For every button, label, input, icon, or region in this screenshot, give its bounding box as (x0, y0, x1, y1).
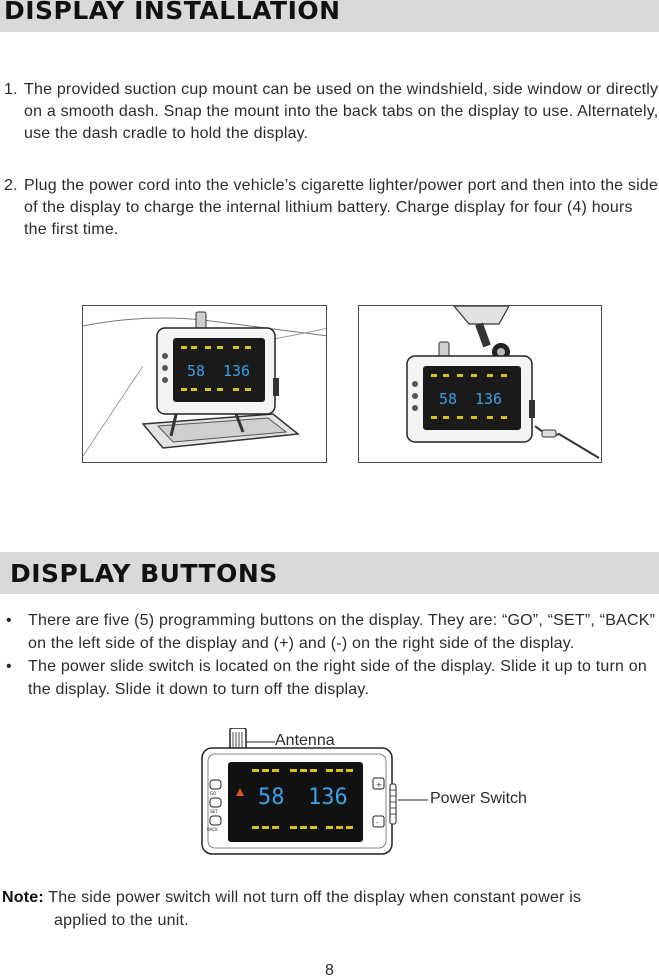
lcd-readout-left: 58 (258, 785, 285, 810)
dash-cradle-illustration (83, 306, 327, 463)
lcd-readout-right: 136 (308, 785, 348, 810)
photo-readout-right: 136 (475, 390, 503, 408)
photo-readout-left: 58 (187, 362, 206, 380)
step-number: 1. (4, 81, 18, 98)
note-text-line-2: applied to the unit. (54, 912, 189, 929)
buttons-bullet-list (6, 609, 656, 701)
suction-mount-photo (358, 305, 602, 463)
installation-heading-bar (0, 0, 659, 32)
installation-heading: DISPLAY INSTALLATION (4, 0, 341, 25)
step-text: Plug the power cord into the vehicle’s cigarette lighter/power port and then into the side of the display to charge the internal lithium battery. Charge display for four (4) hours the first time. (24, 177, 659, 238)
set-button-label: SET (210, 809, 218, 814)
note-text-line-1: The side power switch will not turn off the display when constant power is (48, 889, 582, 906)
buttons-heading: DISPLAY BUTTONS (10, 559, 278, 588)
bullet-text: There are five (5) programming buttons on the display. They are: “GO”, “SET”, “BACK” on the left side of the display and (+) and (-) on the right side of the display. (28, 612, 656, 652)
list-item (6, 609, 656, 655)
suction-mount-illustration (359, 306, 602, 463)
installation-step-1 (4, 79, 659, 145)
note-block (2, 886, 658, 932)
dash-cradle-photo (82, 305, 327, 463)
step-number: 2. (4, 177, 18, 194)
antenna-callout: Antenna (275, 732, 335, 749)
power-switch-icon (390, 784, 396, 824)
photo-readout-left: 58 (439, 390, 458, 408)
step-text: The provided suction cup mount can be used on the windshield, side window or directly on a smooth dash. Snap the mount into the back tabs on the display to use. Alternately, use the dash cradle to hold the display. (24, 81, 659, 142)
installation-step-2 (4, 175, 659, 241)
svg-text:-: - (376, 819, 379, 827)
svg-text:+: + (376, 781, 382, 789)
antenna-icon (230, 728, 246, 750)
photo-readout-right: 136 (223, 362, 251, 380)
bullet-dot-icon: • (6, 612, 12, 629)
note-label: Note: (2, 889, 44, 906)
list-item (6, 655, 656, 701)
bullet-text: The power slide switch is located on the right side of the display. Slide it up to turn on the display. Slide it down to turn off the display. (28, 658, 647, 698)
back-button-label: BACK (207, 827, 218, 832)
bullet-dot-icon: • (6, 658, 12, 675)
page-number: 8 (325, 962, 334, 979)
buttons-heading-bar (0, 552, 659, 594)
power-switch-callout: Power Switch (430, 790, 527, 807)
go-button-label: GO (210, 791, 217, 796)
